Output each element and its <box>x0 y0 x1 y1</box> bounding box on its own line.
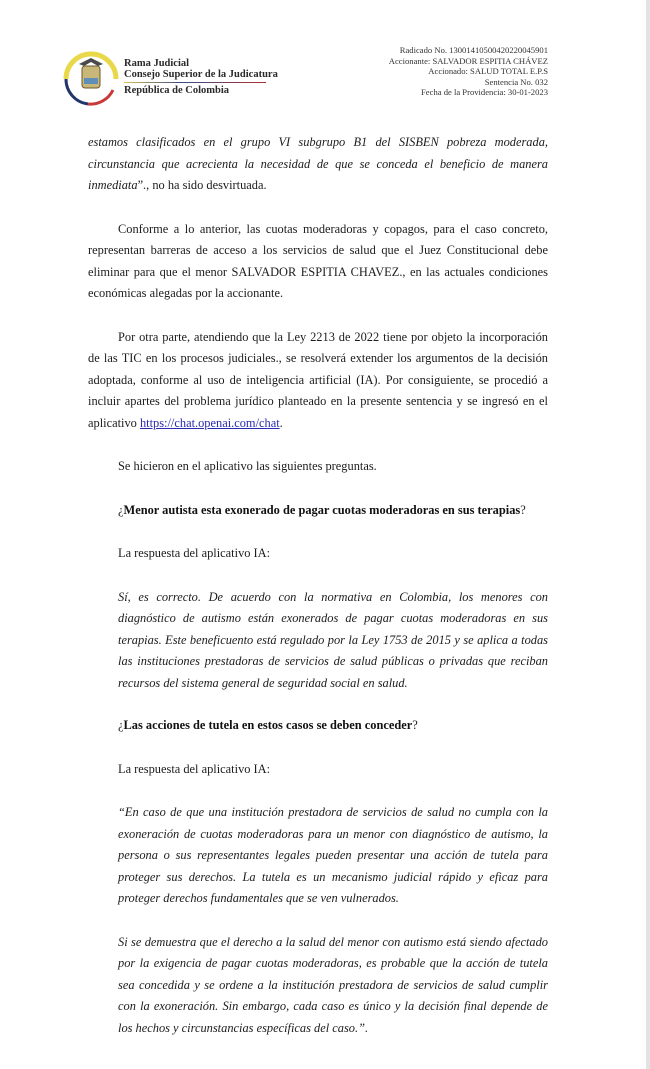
paragraph-cuotas: Conforme a lo anterior, las cuotas moderadoras y copagos, para el caso concreto, representan barreras de acceso a los servicios de salud que el Juez Constitucional debe eliminar para que el menor SALVADOR ESPITIA CHAVEZ., en las actuales condiciones económicas alegadas por la accionante. <box>88 221 548 300</box>
question-open-mark: ¿ <box>118 502 124 517</box>
paragraph-text: Por otra parte, atendiendo que la Ley 2213 de 2022 tiene por objeto la incorporación de las TIC en los procesos judiciales., se resolverá extender los argumentos de la decisión adoptada, conforme al uso de inteligencia artificial (IA). Por consiguiente, se procedió a incluir apartes del problema jurídico planteado en la presente sentencia y se ingresó en el aplicativo <box>88 329 548 430</box>
question-text: Menor autista esta exonerado de pagar cuotas moderadoras en sus terapias <box>123 502 521 517</box>
answer-1: Sí, es correcto. De acuerdo con la normativa en Colombia, los menores con diagnóstico de autismo están exonerados de pagar cuotas moderadoras en sus terapias. Este beneficuento está regulado por la Ley 1753 de 2015 y se aplica a todas las instituciones prestadoras de servicios de salud públicas o privadas que reciban recursos del sistema general de seguridad social en salud. <box>118 589 548 690</box>
answer-label-1: La respuesta del aplicativo IA: <box>118 546 271 560</box>
paragraph-tail: ”., no ha sido desvirtuada. <box>137 178 267 192</box>
case-metadata <box>389 45 548 98</box>
paragraph-ley-2213 <box>88 327 548 435</box>
page-edge <box>646 0 650 1069</box>
providencia-date: Fecha de la Providencia: 30-01-2023 <box>421 87 548 98</box>
paragraph-preguntas: Se hicieron en el aplicativo las siguientes preguntas. <box>118 459 377 473</box>
paragraph-sisben <box>88 132 548 197</box>
brand-line-consejo: Consejo Superior de la Judicatura <box>124 69 278 80</box>
sentencia-number: Sentencia No. 032 <box>484 76 548 87</box>
document-body <box>88 132 548 1039</box>
question-open-mark: ¿ <box>118 718 124 732</box>
question-1 <box>88 500 548 522</box>
brand-divider <box>124 82 266 83</box>
brand-line-republica: República de Colombia <box>124 85 230 96</box>
question-close-mark: ? <box>412 718 418 732</box>
radicado-number: Radicado No. 13001410500420220045901 <box>399 45 548 55</box>
question-2 <box>88 715 548 737</box>
quoted-text: estamos clasificados en el grupo VI subgrupo B1 del SISBEN pobreza moderada, circunstancia que acrecienta la necesidad de que se conceda el beneficio de manera inmediata <box>88 135 548 192</box>
answer-2-part-1: “En caso de que una institución prestadora de servicios de salud no cumpla con la exoneración de cuotas moderadoras para un menor con diagnóstico de autismo, la persona o sus representantes legales pueden presentar una acción de tutela para proteger sus derechos. La tutela es un mecanismo judicial rápido y eficaz para proteger derechos fundamentales que se ven vulnerados. <box>118 805 548 905</box>
accionante: Accionante: SALVADOR ESPITIA CHÁVEZ <box>388 55 548 66</box>
question-text: Las acciones de tutela en estos casos se deben conceder <box>123 718 413 732</box>
question-close-mark: ? <box>520 502 526 517</box>
answer-label-2: La respuesta del aplicativo IA: <box>118 761 271 776</box>
brand-line-rama: Rama Judicial <box>124 58 190 69</box>
colombia-coat-of-arms-seal-icon <box>58 46 124 112</box>
answer-2-part-2: Si se demuestra que el derecho a la salud del menor con autismo está siendo afectado por la exigencia de pagar cuotas moderadoras, es probable que la acción de tutela sea concedida y se ordene a la institución prestadora de servicios de salud cumplir con la exoneración. Sin embargo, cada caso es único y la decisión final depende de los hechos y circunstancias específicas del caso.”. <box>118 934 548 1035</box>
accionado: Accionado: SALUD TOTAL E.P.S <box>428 66 548 77</box>
paragraph-tail: . <box>279 415 283 430</box>
institution-brand <box>124 58 278 96</box>
chatgpt-link[interactable]: https://chat.openai.com/chat <box>139 415 280 430</box>
